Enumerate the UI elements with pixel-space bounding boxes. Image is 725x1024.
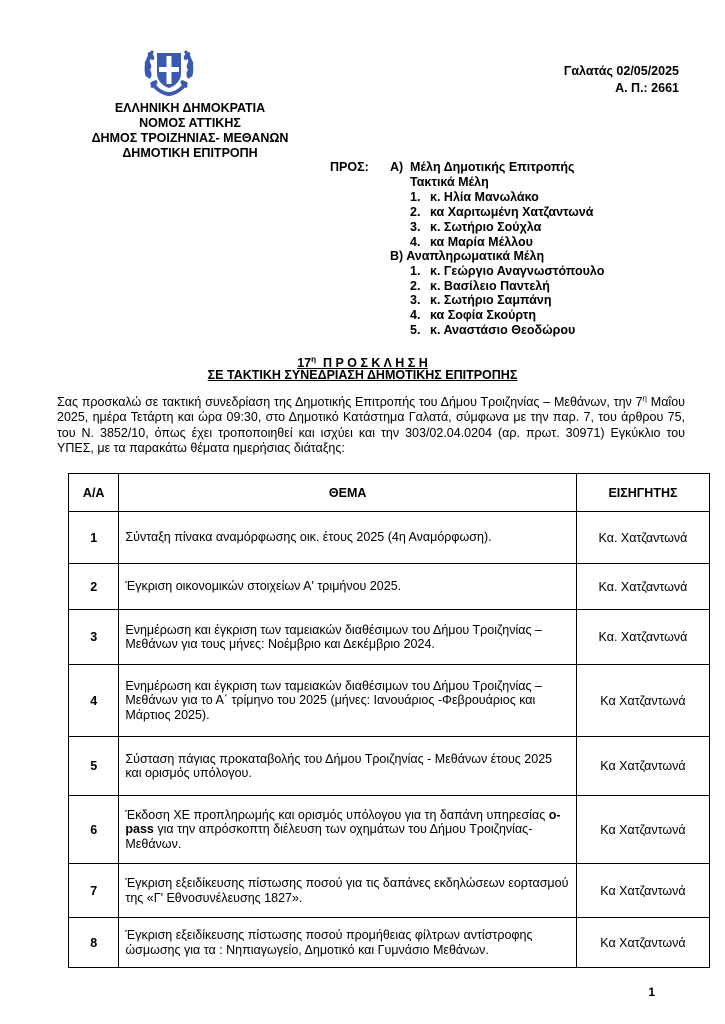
table-row — [69, 564, 710, 610]
greek-coat-of-arms-icon — [141, 43, 197, 99]
recipient-item: 1. κ. Ηλία Μανωλάκο — [410, 190, 539, 204]
row-subject: Ενημέρωση και έγκριση των ταμειακών διαθέσιμων του Δήμου Τροιζηνίας – Μεθάνων για το Α΄ τρίμηνο του 2025 (μήνες: Ιανουάριος -Φεβρουάριος και Μάρτιος 2025). — [119, 665, 577, 737]
table-row — [69, 864, 710, 918]
intro-paragraph: Σας προσκαλώ σε τακτική συνεδρίαση της Δημοτικής Επιτροπής του Δήμου Τροιζηνίας – Μεθάνων, την $7^\eta$ Μαΐου 2025, ημέρα Τετάρτη και ώρα 09:30, στο Δημοτικό Κατάστημα Γαλατά, σύμφωνα με την παρ. 7, του άρθρου 75, του Ν. 3852/10, όπως έχει τροποποιηθεί και ισχύει και την 303/02.04.0204 (αρ. πρωτ. 30971) Εγκύκλιο του ΥΠΕΣ, με τα παρακάτω θέματα ημερήσιας διάταξης: — [57, 394, 685, 456]
table-row — [69, 737, 710, 796]
place-date: Γαλατάς 02/05/2025 — [563, 64, 679, 78]
row-rapporteur: Κα. Χατζαντωνά — [576, 610, 709, 665]
row-number: 6 — [69, 796, 119, 864]
table-row — [69, 610, 710, 665]
row-subject: Σύσταση πάγιας προκαταβολής του Δήμου Τροιζηνίας - Μεθάνων έτους 2025 και ορισμός υπόλογου. — [119, 737, 577, 796]
recipient-item: 2. κα Χαριτωμένη Χατζαντωνά — [410, 205, 594, 219]
row-rapporteur: Κα Χατζαντωνά — [576, 737, 709, 796]
row-subject: Έγκριση οικονομικών στοιχείων Α' τριμήνου 2025. — [119, 564, 577, 610]
row-rapporteur: Κα. Χατζαντωνά — [576, 564, 709, 610]
row-number: 7 — [69, 864, 119, 918]
recipient-item: 3. κ. Σωτήριο Σαμπάνη — [410, 293, 552, 307]
row-number: 1 — [69, 512, 119, 564]
row-subject: Έγκριση εξειδίκευσης πίστωσης ποσού προμήθειας φίλτρων αντίστροφης ώσμωσης για τα : Νηπιαγωγείο, Δημοτικό και Γυμνάσιο Μεθάνων. — [119, 918, 577, 968]
row-number: 4 — [69, 665, 119, 737]
column-header-subject: ΘΕΜΑ — [119, 474, 577, 512]
issuer-line: ΝΟΜΟΣ ΑΤΤΙΚΗΣ — [139, 116, 241, 130]
agenda-table — [68, 473, 710, 968]
row-rapporteur: Κα Χατζαντωνά — [576, 796, 709, 864]
recipient-item: 3. κ. Σωτήριο Σούχλα — [410, 220, 542, 234]
recipient-item: 1. κ. Γεώργιο Αναγνωστόπουλο — [410, 264, 605, 278]
invitation-subtitle: ΣΕ ΤΑΚΤΙΚΗ ΣΥΝΕΔΡΙΑΣΗ ΔΗΜΟΤΙΚΗΣ ΕΠΙΤΡΟΠΗΣ — [207, 368, 518, 382]
group-a-title: Μέλη Δημοτικής Επιτροπής — [410, 160, 575, 174]
group-a-marker: Α) — [390, 160, 404, 174]
row-subject: Σύνταξη πίνακα αναμόρφωσης οικ. έτους 2025 (4η Αναμόρφωση). — [119, 512, 577, 564]
issuer-line: ΔΗΜΟΤΙΚΗ ΕΠΙΤΡΟΠΗ — [122, 146, 258, 160]
table-row — [69, 512, 710, 564]
row-number: 5 — [69, 737, 119, 796]
recipient-item: 4. κα Σοφία Σκούρτη — [410, 308, 536, 322]
table-row — [69, 918, 710, 968]
group-a-subtitle: Τακτικά Μέλη — [410, 175, 489, 189]
row-rapporteur: Κα Χατζαντωνά — [576, 918, 709, 968]
row-number: 8 — [69, 918, 119, 968]
invitation-title: $17^\eta$ Π Ρ Ο Σ Κ Λ Η Σ Η — [297, 355, 428, 371]
row-number: 2 — [69, 564, 119, 610]
issuer-line: ΕΛΛΗΝΙΚΗ ΔΗΜΟΚΡΑΤΙΑ — [114, 101, 266, 115]
row-number: 3 — [69, 610, 119, 665]
row-rapporteur: Κα Χατζαντωνά — [576, 864, 709, 918]
row-rapporteur: Κα. Χατζαντωνά — [576, 512, 709, 564]
row-subject: Έγκριση εξειδίκευσης πίστωσης ποσού για τις δαπάνες εκδηλώσεων εορτασμού της «Γ' Εθνοσυνέλευσης 1827». — [119, 864, 577, 918]
column-header-no: Α/Α — [69, 474, 119, 512]
table-row — [69, 665, 710, 737]
recipient-item: 4. κα Μαρία Μέλλου — [410, 235, 533, 249]
row-subject: Έκδοση ΧΕ προπληρωμής και ορισμός υπόλογου για τη δαπάνη υπηρεσίας o-pass για την απρόσκοπτη διέλευση των οχημάτων του Δήμου Τροιζηνίας-Μεθάνων. — [119, 796, 577, 864]
recipient-item: 2. κ. Βασίλειο Παντελή — [410, 279, 550, 293]
recipient-item: 5. κ. Αναστάσιο Θεοδώρου — [410, 323, 576, 337]
group-b-title: Β) Αναπληρωματικά Μέλη — [390, 249, 545, 263]
table-header-row — [69, 474, 710, 512]
row-rapporteur: Κα Χατζαντωνά — [576, 665, 709, 737]
row-subject: Ενημέρωση και έγκριση των ταμειακών διαθέσιμων του Δήμου Τροιζηνίας – Μεθάνων για τους μήνες: Νοέμβριο και Δεκέμβριο 2024. — [119, 610, 577, 665]
page-number: 1 — [648, 985, 655, 999]
to-label: ΠΡΟΣ: — [330, 160, 369, 174]
column-header-rapporteur: ΕΙΣΗΓΗΤΗΣ — [576, 474, 709, 512]
table-row — [69, 796, 710, 864]
issuer-line: ΔΗΜΟΣ ΤΡΟΙΖΗΝΙΑΣ- ΜΕΘΑΝΩΝ — [91, 131, 289, 145]
protocol-number: Α. Π.: 2661 — [615, 81, 679, 95]
